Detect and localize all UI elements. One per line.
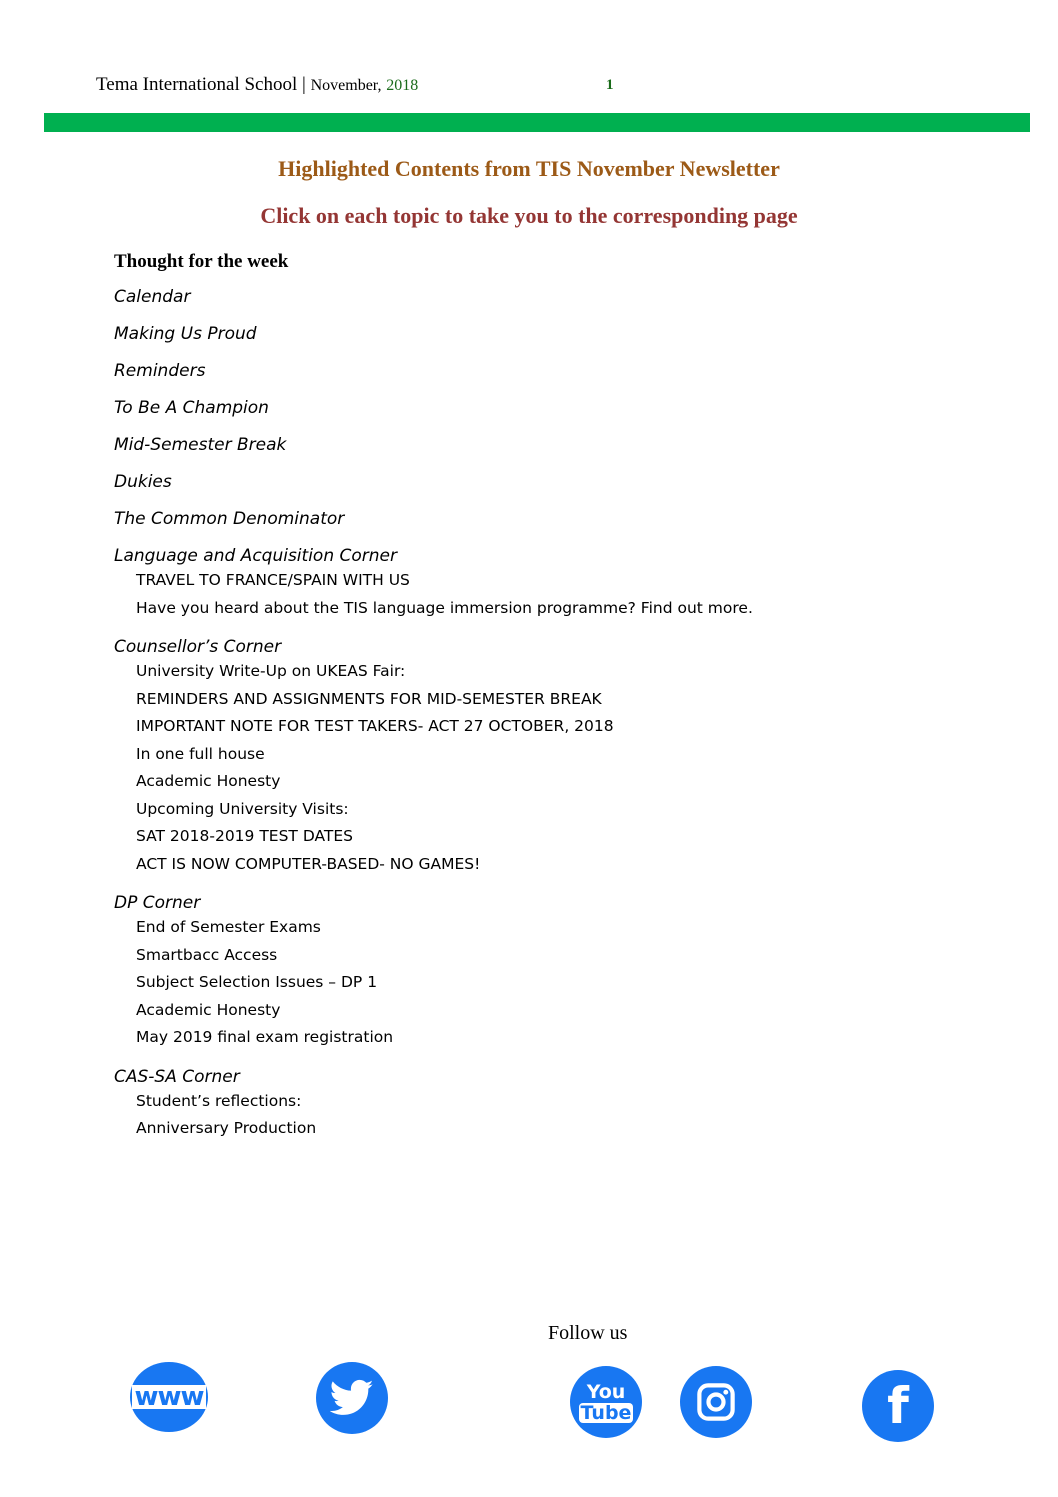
toc-sub-link[interactable]: Academic Honesty xyxy=(136,772,281,790)
main-title: Highlighted Contents from TIS November Newsletter xyxy=(278,156,780,181)
toc-sub-link[interactable]: REMINDERS AND ASSIGNMENTS FOR MID-SEMESTER BREAK xyxy=(136,689,602,708)
toc-sub-link[interactable]: IMPORTANT NOTE FOR TEST TAKERS- ACT 27 OCTOBER, 2018 xyxy=(136,717,614,735)
facebook-icon[interactable] xyxy=(862,1370,934,1442)
toc-sub-link[interactable]: TRAVEL TO FRANCE/SPAIN WITH US xyxy=(136,571,410,589)
toc-section-language xyxy=(114,544,994,625)
toc-section-title[interactable]: DP Corner xyxy=(114,893,201,913)
follow-us-label: Follow us xyxy=(548,1322,628,1344)
facebook-label: f xyxy=(887,1377,909,1435)
toc-sub-link[interactable]: May 2019 final exam registration xyxy=(136,1028,394,1046)
toc-section-dp xyxy=(114,891,994,1055)
toc-link-mid-semester-break[interactable]: Mid-Semester Break xyxy=(114,435,287,455)
instagram-icon[interactable] xyxy=(680,1366,752,1438)
website-icon[interactable] xyxy=(130,1362,208,1432)
toc-sub-link[interactable]: In one full house xyxy=(136,744,265,763)
toc-sub-link[interactable]: Student’s reflections: xyxy=(136,1091,302,1110)
toc-link-common-denominator[interactable]: The Common Denominator xyxy=(114,509,345,529)
school-name: Tema International School xyxy=(96,74,298,95)
toc-sub-link[interactable]: Upcoming University Visits: xyxy=(136,799,349,818)
table-of-contents xyxy=(114,248,994,1146)
sub-title: Click on each topic to take you to the corresponding page xyxy=(260,203,798,228)
toc-link-thought-for-the-week[interactable]: Thought for the week xyxy=(114,251,289,272)
toc-link-dukies[interactable]: Dukies xyxy=(114,472,172,492)
header-separator: | xyxy=(297,74,311,95)
toc-sub-link[interactable]: Subject Selection Issues – DP 1 xyxy=(136,973,378,991)
page-number: 1 xyxy=(606,77,614,93)
page-header xyxy=(96,74,418,96)
youtube-icon[interactable] xyxy=(570,1366,642,1438)
toc-sub-link[interactable]: Anniversary Production xyxy=(136,1119,317,1137)
toc-sub-link[interactable]: Have you heard about the TIS language immersion programme? Find out more. xyxy=(136,598,753,617)
header-rule xyxy=(44,113,1030,132)
instagram-camera-icon xyxy=(695,1381,737,1423)
toc-section-title[interactable]: CAS-SA Corner xyxy=(114,1066,240,1087)
toc-sub-link[interactable]: SAT 2018-2019 TEST DATES xyxy=(136,827,353,845)
header-year: 2018 xyxy=(386,77,419,94)
toc-section-counsellor xyxy=(114,635,994,881)
toc-sub-link[interactable]: University Write-Up on UKEAS Fair: xyxy=(136,662,406,680)
header-month: November, xyxy=(310,77,382,94)
toc-sub-link[interactable]: ACT IS NOW COMPUTER-BASED- NO GAMES! xyxy=(136,854,481,873)
website-label: www xyxy=(134,1382,204,1412)
toc-link-making-us-proud[interactable]: Making Us Proud xyxy=(114,324,257,344)
youtube-you-label: You xyxy=(586,1380,626,1403)
toc-sub-link[interactable]: Academic Honesty xyxy=(136,1000,281,1019)
toc-section-title[interactable]: Counsellor’s Corner xyxy=(114,637,282,657)
toc-sub-link[interactable]: End of Semester Exams xyxy=(136,918,321,936)
youtube-tube-label: Tube xyxy=(580,1401,632,1424)
toc-section-title[interactable]: Language and Acquisition Corner xyxy=(114,546,397,566)
twitter-bird-icon xyxy=(330,1379,374,1417)
toc-link-calendar[interactable]: Calendar xyxy=(114,287,191,307)
toc-link-reminders[interactable]: Reminders xyxy=(114,361,206,381)
toc-section-cas-sa xyxy=(114,1065,994,1146)
toc-sub-link[interactable]: Smartbacc Access xyxy=(136,945,278,964)
toc-link-to-be-a-champion[interactable]: To Be A Champion xyxy=(114,398,269,418)
twitter-icon[interactable] xyxy=(316,1362,388,1434)
